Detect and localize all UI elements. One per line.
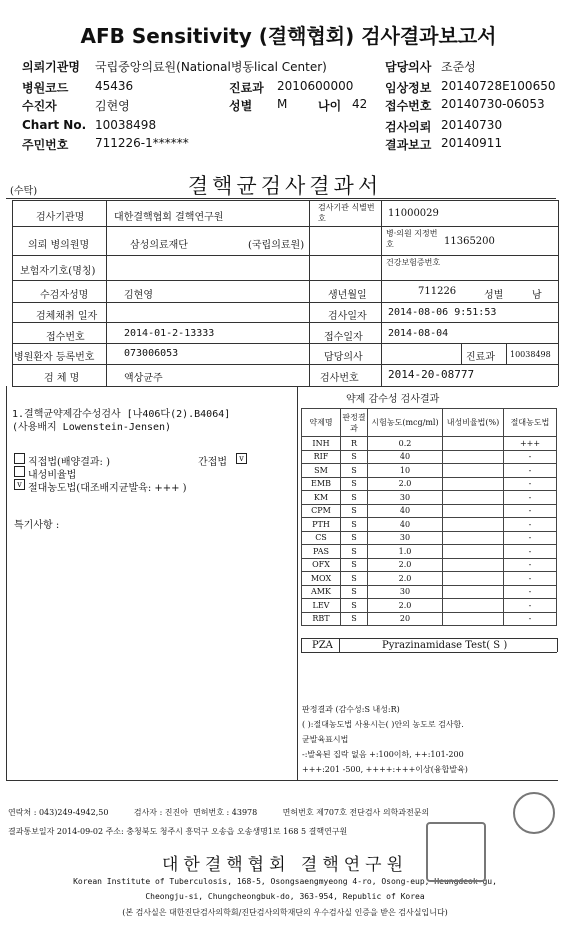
birth-value: 711226: [418, 286, 457, 297]
request-value: 20140730: [441, 118, 503, 132]
ast-cell: 30: [368, 531, 443, 545]
dept-label: 진료과: [229, 81, 264, 95]
ast-row: [302, 491, 557, 505]
ast-header-row: [302, 409, 557, 437]
doctor-value: 조준성: [441, 60, 476, 74]
ast-cell: S: [341, 612, 368, 626]
page-title: AFB Sensitivity (결핵협회) 검사결과보고서: [80, 24, 497, 48]
ast-row: [302, 572, 557, 586]
ast-cell: [443, 477, 504, 491]
accession-date-value: 2014-08-04: [388, 328, 449, 339]
ast-cell: R: [341, 437, 368, 451]
lab-code-value: 11000029: [388, 208, 439, 219]
ast-row: [302, 464, 557, 478]
ast-header: 시험농도(mcg/ml): [368, 409, 443, 437]
ast-cell: [443, 450, 504, 464]
ast-cell: -: [504, 612, 557, 626]
birth-label: 생년월일: [328, 290, 367, 301]
req-extra: (국립의료원): [248, 240, 305, 251]
ast-cell: KM: [302, 491, 341, 505]
ast-cell: S: [341, 545, 368, 559]
method-line1: 1.결핵균약제감수성검사 [나406다(2).B4064]: [12, 409, 231, 420]
legend-line3: 균발육표시법: [302, 735, 349, 744]
ast-cell: S: [341, 572, 368, 586]
ast-cell: OFX: [302, 558, 341, 572]
report-dept-value: 10038498: [510, 350, 551, 359]
ast-row: [302, 531, 557, 545]
ast-cell: 40: [368, 504, 443, 518]
ast-cell: +++: [504, 437, 557, 451]
lab-label: 검사기관명: [36, 212, 85, 223]
legend-line4: -:발육된 집락 없음 +:100이하, ++:101-200: [302, 750, 464, 759]
sex-report-value: 남: [532, 290, 542, 301]
registration-value: 073006053: [124, 348, 179, 359]
pza-label: PZA: [312, 640, 333, 651]
ast-cell: 40: [368, 518, 443, 532]
collection-label: 검체채취 일자: [36, 311, 98, 322]
direct-checkbox: [14, 453, 25, 464]
ast-cell: S: [341, 450, 368, 464]
institution-label: 의뢰기관명: [22, 60, 80, 74]
ast-cell: [443, 585, 504, 599]
clinical-value: 20140728E100650: [441, 79, 556, 93]
age-label: 나이: [318, 99, 342, 113]
ast-header: 내성비율법(%): [443, 409, 504, 437]
ast-cell: 40: [368, 450, 443, 464]
ast-row: [302, 437, 557, 451]
doctor-seal-stamp: [513, 792, 555, 834]
receipt-label: 접수번호: [385, 99, 432, 113]
ratio-checkbox: [14, 466, 25, 477]
address-line1: Korean Institute of Tuberculosis, 168-5, Osongsaengmyeong 4-ro, Osong-eup, Heungdeok-gu,: [73, 877, 497, 886]
ast-cell: S: [341, 477, 368, 491]
req-code-label: 병·의원 지정번호: [386, 229, 438, 249]
report-doctor-label: 담당의사: [324, 352, 363, 363]
doctor-label: 담당의사: [385, 60, 432, 74]
ast-cell: -: [504, 491, 557, 505]
ast-cell: -: [504, 572, 557, 586]
ast-cell: 2.0: [368, 558, 443, 572]
hospital-code-value: 45436: [95, 79, 134, 93]
ast-cell: PTH: [302, 518, 341, 532]
ast-cell: 2.0: [368, 572, 443, 586]
ast-cell: -: [504, 464, 557, 478]
institution-value: 국립중앙의료원(National병동lical Center): [95, 60, 327, 74]
ast-table: [301, 408, 557, 626]
ast-cell: [443, 545, 504, 559]
ast-cell: -: [504, 450, 557, 464]
ast-row: [302, 612, 557, 626]
name-value: 김현영: [124, 290, 153, 301]
ast-cell: RBT: [302, 612, 341, 626]
lab-value: 대한결핵협회 결핵연구원: [114, 212, 224, 223]
insurance-no-label: 건강보험증번호: [386, 258, 441, 267]
sex-value: M: [277, 97, 288, 111]
sex-label: 성별: [229, 99, 253, 113]
clinical-label: 임상정보: [385, 81, 432, 95]
rrn-label: 주민번호: [22, 138, 69, 152]
address-line2: Cheongju-si, Chungcheongbuk-do, 363-954, Republic of Korea: [145, 892, 425, 901]
scanned-report: [6, 162, 564, 927]
test-no-value: 2014-20-08777: [388, 368, 475, 381]
institution-seal-stamp: [426, 822, 486, 882]
ast-cell: CS: [302, 531, 341, 545]
ast-cell: -: [504, 477, 557, 491]
ast-cell: INH: [302, 437, 341, 451]
ast-cell: S: [341, 518, 368, 532]
req-value: 삼성의료재단: [130, 240, 188, 251]
specimen-label: 검 체 명: [44, 373, 80, 384]
ast-header: 판정결과: [341, 409, 368, 437]
ast-cell: [443, 518, 504, 532]
ast-row: [302, 545, 557, 559]
org-name: 대한결핵협회 결핵연구원: [161, 855, 409, 875]
ast-cell: S: [341, 585, 368, 599]
ast-row: [302, 477, 557, 491]
absolute-checkbox: v: [14, 479, 25, 490]
insurer-label: 보험자기호(명칭): [20, 266, 96, 277]
ast-cell: PAS: [302, 545, 341, 559]
footer-line1: 연락처 : 043)249-4942,50 검사자 : 진진아 면허번호 : 43978 면허번호 제707호 전단검사 의학과전문의: [8, 808, 430, 817]
patient-label: 수진자: [22, 99, 57, 113]
request-label: 검사의뢰: [385, 120, 432, 134]
ast-header: 절대농도법: [504, 409, 557, 437]
hospital-code-label: 병원코드: [22, 81, 69, 95]
ast-cell: S: [341, 558, 368, 572]
ast-cell: [443, 599, 504, 613]
lab-code-label: 검사기관 식별번호: [318, 203, 375, 223]
ast-cell: SM: [302, 464, 341, 478]
certification-note: (본 검사실은 대한진단검사의학회/진단검사의학재단의 우수검사실 인증을 받은 검사실입니다): [122, 908, 448, 917]
ast-cell: -: [504, 545, 557, 559]
ast-row: [302, 599, 557, 613]
legend-line5: +++:201 -500, ++++:+++이상(융합발육): [302, 765, 468, 774]
accession-value: 2014-01-2-13333: [124, 328, 215, 339]
accession-date-label: 접수일자: [324, 332, 363, 343]
ast-cell: [443, 558, 504, 572]
registration-label: 병원환자 등록번호: [14, 352, 95, 363]
ast-cell: RIF: [302, 450, 341, 464]
ast-cell: EMB: [302, 477, 341, 491]
ast-cell: S: [341, 491, 368, 505]
report-dept-label: 진료과: [466, 352, 495, 363]
receipt-tag: (수탁): [10, 186, 38, 197]
remarks-label: 특기사항 :: [14, 520, 60, 531]
ast-cell: 10: [368, 464, 443, 478]
patient-value: 김현영: [95, 99, 130, 113]
ast-row: [302, 450, 557, 464]
ast-cell: [443, 491, 504, 505]
ast-cell: 1.0: [368, 545, 443, 559]
ast-cell: [443, 464, 504, 478]
ast-cell: 0.2: [368, 437, 443, 451]
accession-label: 접수번호: [46, 332, 85, 343]
chart-value: 10038498: [95, 118, 157, 132]
method-line2: (사용배지 Lowenstein-Jensen): [12, 422, 172, 433]
receipt-value: 20140730-06053: [441, 97, 545, 111]
req-label: 의뢰 병의원명: [28, 240, 90, 251]
pza-value: Pyrazinamidase Test( S ): [382, 640, 508, 651]
ast-cell: CPM: [302, 504, 341, 518]
ast-cell: [443, 572, 504, 586]
ast-row: [302, 558, 557, 572]
ast-cell: S: [341, 504, 368, 518]
test-no-label: 검사번호: [320, 373, 359, 384]
ast-title: 약제 감수성 검사결과: [346, 394, 440, 405]
ast-cell: [443, 531, 504, 545]
ast-cell: MOX: [302, 572, 341, 586]
ast-cell: AMK: [302, 585, 341, 599]
footer-line2: 결과통보일자 2014-09-02 주소: 충청북도 청주시 흥덕구 오송읍 오송생명1로 168 5 결핵연구원: [8, 827, 348, 836]
ast-cell: -: [504, 518, 557, 532]
ast-cell: 2.0: [368, 477, 443, 491]
ast-cell: LEV: [302, 599, 341, 613]
indirect-checkbox: v: [236, 453, 247, 464]
specimen-value: 액상균주: [124, 373, 163, 384]
ast-cell: S: [341, 464, 368, 478]
req-code-value: 11365200: [444, 236, 495, 247]
report-value: 20140911: [441, 136, 503, 150]
ast-cell: 20: [368, 612, 443, 626]
direct-label: 직접법(배양결과: ): [28, 457, 110, 468]
test-date-label: 검사일자: [328, 311, 367, 322]
ast-cell: [443, 612, 504, 626]
ast-cell: -: [504, 585, 557, 599]
ast-cell: -: [504, 504, 557, 518]
chart-label: Chart No.: [22, 118, 87, 132]
ast-row: [302, 518, 557, 532]
ast-cell: 30: [368, 491, 443, 505]
ast-cell: [443, 504, 504, 518]
age-value: 42: [352, 97, 368, 111]
dept-value: 2010600000: [277, 79, 354, 93]
indirect-label: 간접법: [198, 457, 227, 468]
ast-cell: S: [341, 599, 368, 613]
ast-cell: -: [504, 558, 557, 572]
test-date-value: 2014-08-06 9:51:53: [388, 307, 497, 318]
ast-cell: 2.0: [368, 599, 443, 613]
ast-cell: [443, 437, 504, 451]
ast-cell: S: [341, 531, 368, 545]
report-label: 결과보고: [385, 138, 432, 152]
name-label: 수검자성명: [40, 290, 89, 301]
ast-row: [302, 585, 557, 599]
ast-header: 약제명: [302, 409, 341, 437]
ratio-label: 내성비율법: [28, 470, 77, 481]
legend-line2: ( ):절대농도법 사용시는( )안의 농도로 검사함.: [302, 720, 464, 729]
report-title: 결핵균검사결과서: [187, 174, 383, 198]
ast-row: [302, 504, 557, 518]
ast-cell: -: [504, 531, 557, 545]
absolute-label: 절대농도법(대조배지균발육: +++ ): [28, 483, 187, 494]
rrn-value: 711226-1******: [95, 136, 189, 150]
legend-line1: 판정결과 (감수성:S 내성:R): [302, 705, 400, 714]
ast-cell: 30: [368, 585, 443, 599]
sex-report-label: 성별: [484, 290, 504, 301]
ast-cell: -: [504, 599, 557, 613]
